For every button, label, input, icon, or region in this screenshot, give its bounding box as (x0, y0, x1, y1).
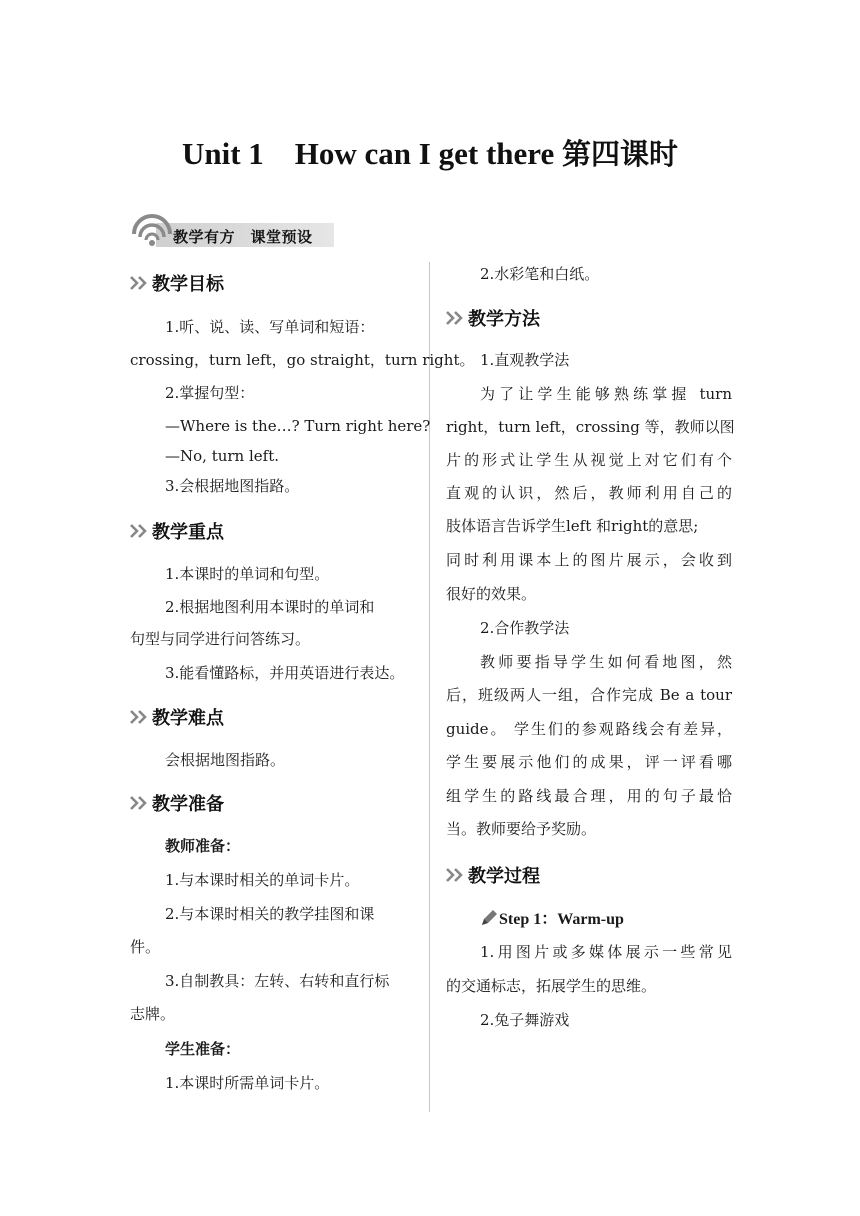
method2-line-4: 学生要展示他们的成果，评一评看哪 (446, 753, 732, 771)
column-divider (429, 262, 430, 1112)
goal-line-3: 2.掌握句型： (165, 384, 255, 402)
heading-key-text: 教学重点 (152, 522, 224, 543)
teacher-prep-label: 教师准备： (165, 837, 241, 855)
key-line-3: 句型与同学进行问答练习。 (130, 630, 311, 648)
double-chevron-icon (130, 709, 150, 725)
page-title (0, 128, 860, 173)
heading-methods (446, 305, 540, 331)
method2-line-3: guide。 学生们的参观路线会有差异， (446, 720, 732, 738)
teacher-prep-4: 3.自制教具：左转、右转和直行标 (165, 972, 390, 990)
method1-line-6: 同时利用课本上的图片展示，会收到 (446, 551, 732, 569)
method2-line-2: 后，班级两人一组，合作完成 Be a tour (446, 686, 732, 704)
student-prep-label: 学生准备： (165, 1040, 241, 1058)
teacher-prep-1: 1.与本课时相关的单词卡片。 (165, 871, 360, 889)
heading-difficult-text: 教学难点 (152, 708, 224, 729)
goal-line-5: —No, turn left. (165, 447, 280, 465)
section-banner (130, 214, 335, 250)
wifi-wave-icon (130, 214, 174, 250)
pen-icon (480, 909, 498, 927)
method2-line-1: 教师要指导学生如何看地图，然 (480, 653, 732, 671)
key-line-2: 2.根据地图利用本课时的单词和 (165, 598, 375, 616)
heading-methods-text: 教学方法 (468, 309, 540, 330)
method2-line-6: 当。教师要给予奖励。 (446, 820, 597, 838)
method1-title: 1.直观教学法 (480, 351, 570, 369)
process-line-2: 的交通标志，拓展学生的思维。 (446, 977, 657, 995)
double-chevron-icon (130, 523, 150, 539)
method2-title: 2.合作教学法 (480, 619, 570, 637)
double-chevron-icon (130, 795, 150, 811)
double-chevron-icon (446, 867, 466, 883)
method1-line-2: right，turn left，crossing 等，教师以图 (446, 418, 735, 436)
heading-prep (130, 790, 224, 816)
heading-difficult (130, 704, 224, 730)
title-en: Unit 1 How can I get there (181, 136, 562, 171)
step-1-text: Step 1：Warm-up (499, 911, 624, 928)
method1-line-4: 直观的认识，然后，教师利用自己的 (446, 484, 732, 502)
teacher-prep-2: 2.与本课时相关的教学挂图和课 (165, 905, 375, 923)
key-line-1: 1.本课时的单词和句型。 (165, 565, 330, 583)
method1-line-1: 为了让学生能够熟练掌握 turn (480, 385, 732, 403)
heading-key (130, 518, 224, 544)
double-chevron-icon (446, 310, 466, 326)
title-cn: 第四课时 (561, 137, 678, 171)
student-prep-1: 1.本课时所需单词卡片。 (165, 1074, 330, 1092)
goal-line-2: crossing，turn left，go straight，turn right。 (130, 351, 475, 369)
method1-line-3: 片的形式让学生从视觉上对它们有个 (446, 451, 732, 469)
banner-label: 教学有方 课堂预设 (173, 228, 313, 246)
goal-line-4: —Where is the…? Turn right here? (165, 417, 431, 435)
difficult-line-1: 会根据地图指路。 (165, 751, 286, 769)
teacher-prep-5: 志牌。 (130, 1005, 176, 1023)
method2-line-5: 组学生的路线最合理，用的句子最恰 (446, 787, 732, 805)
process-line-3: 2.兔子舞游戏 (480, 1011, 570, 1029)
heading-goals-text: 教学目标 (152, 274, 224, 295)
student-prep-2: 2.水彩笔和白纸。 (480, 265, 600, 283)
method1-line-5: 肢体语言告诉学生left 和right的意思; (446, 517, 699, 535)
double-chevron-icon (130, 275, 150, 291)
heading-process-text: 教学过程 (468, 866, 540, 887)
teacher-prep-3: 件。 (130, 938, 161, 956)
step-1-heading (480, 906, 624, 929)
heading-process (446, 862, 540, 888)
method1-line-7: 很好的效果。 (446, 585, 537, 603)
heading-goals (130, 270, 224, 296)
key-line-4: 3.能看懂路标，并用英语进行表达。 (165, 664, 405, 682)
process-line-1: 1.用图片或多媒体展示一些常见 (480, 943, 732, 961)
goal-line-6: 3.会根据地图指路。 (165, 477, 300, 495)
heading-prep-text: 教学准备 (152, 794, 224, 815)
goal-line-1: 1.听、说、读、写单词和短语： (165, 318, 375, 336)
